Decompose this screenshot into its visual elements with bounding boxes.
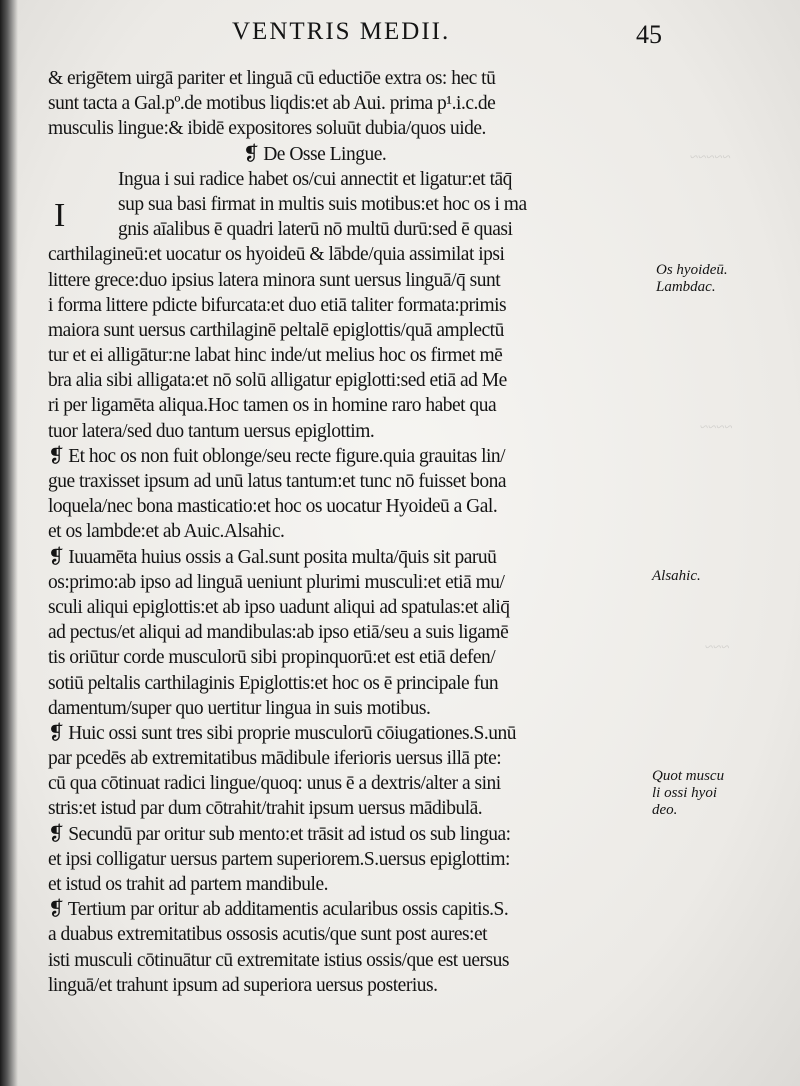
- margin-note-muscles: [652, 768, 724, 819]
- text-line: ri per ligamēta aliqua.Hoc tamen os in homine raro habet qua: [48, 395, 497, 417]
- text-line: ❡ Iuuamēta huius ossis a Gal.sunt posita multa/q̄uis sit paruū: [48, 546, 497, 568]
- show-through-mark: ~~~~: [700, 420, 733, 436]
- text-line: sculi aliqui epiglottis:et ab ipso uadunt aliqui ad spatulas:et aliq̄: [48, 596, 510, 618]
- text-line: et os lambde:et ab Auic.Alsahic.: [48, 521, 285, 543]
- drop-initial: I: [54, 197, 66, 234]
- text-line: tis oriūtur corde musculorū sibi propinquorū:et est etiā defen/: [48, 647, 496, 669]
- margin-note-line: deo.: [652, 802, 678, 818]
- text-line: sunt tacta a Gal.pº.de motibus liqdis:et ab Aui. prima p¹.i.c.de: [48, 93, 496, 115]
- text-line: sup sua basi firmat in multis suis motibus:et hoc os i ma: [118, 193, 527, 215]
- margin-note-line: Alsahic.: [652, 568, 701, 584]
- text-line: carthilagineū:et uocatur os hyoideū & lābde/quia assimilat ipsi: [48, 244, 505, 266]
- text-line: Ingua i sui radice habet os/cui annectit et ligatur:et tāq̄: [118, 168, 512, 190]
- text-line: et ipsi colligatur uersus partem superiorem.S.uersus epiglottim:: [48, 848, 510, 870]
- text-line: par pcedēs ab extremitatibus mādibule iferioris uersus illā pte:: [48, 748, 502, 770]
- text-line: cū qua cōtinuat radici lingue/quoq: unus ē a dextris/alter a sini: [48, 773, 501, 795]
- text-line: linguā/et trahunt ipsum ad superiora uersus posterius.: [48, 974, 438, 996]
- text-line: littere grece:duo ipsius latera minora sunt uersus linguā/q̄ sunt: [48, 269, 501, 291]
- margin-notes: [650, 0, 800, 1086]
- text-line: isti musculi cōtinuātur cū extremitate istius ossis/que est uersus: [48, 949, 509, 971]
- text-line: maiora sunt uersus carthilaginē peltalē epiglottis/quā amplectū: [48, 319, 504, 341]
- page-gutter-shadow: [0, 0, 18, 1086]
- text-line: gue traxisset ipsum ad unū latus tantum:et tunc nō fuisset bona: [48, 471, 507, 492]
- text-line: tuor latera/sed duo tantum uersus epiglottim.: [48, 420, 375, 442]
- text-line: ❡ Tertium par oritur ab additamentis acularibus ossis capitis.S.: [48, 899, 509, 921]
- page-number: 45: [636, 20, 662, 49]
- text-line: damentum/super quo uertitur lingua in suis motibus.: [48, 697, 431, 719]
- margin-note-line: Quot muscu: [652, 768, 725, 784]
- margin-note-line: li ossi hyoi: [652, 785, 718, 801]
- text-line: musculis lingue:& ibidē expositores soluūt dubia/quos uide.: [48, 118, 486, 140]
- text-line: & erigētem uirgā pariter et linguā cū eductiōe extra os: hec tū: [48, 68, 496, 89]
- section-title: ❡ De Osse Lingue.: [243, 143, 387, 165]
- text-line: bra alia sibi alligata:et nō solū alligatur epiglotti:sed etiā ad Me: [48, 370, 507, 392]
- text-line: ❡ Et hoc os non fuit oblonge/seu recte figure.quia grauitas lin/: [48, 445, 506, 467]
- margin-note-alsahic: [652, 568, 701, 585]
- text-line: loquela/nec bona masticatio:et hoc os uocatur Hyoideū a Gal.: [48, 496, 498, 518]
- text-line: ad pectus/et aliqui ad mandibulas:ab ipso etiā/seu a suis ligamē: [48, 622, 509, 644]
- margin-note-line: Os hyoideū.: [656, 262, 728, 278]
- margin-note-hyoid: [656, 262, 728, 296]
- text-line: ❡ Huic ossi sunt tres sibi proprie musculorū cōiugationes.S.unū: [48, 722, 516, 744]
- text-line: a duabus extremitatibus ossosis acutis/que sunt post aures:et: [48, 924, 488, 946]
- text-line: tur et ei alligātur:ne labat hinc inde/ut melius hoc os firmet mē: [48, 345, 503, 367]
- text-line: stris:et istud par dum cōtrahit/trahit ipsum uersus mādibulā.: [48, 798, 483, 820]
- margin-note-line: Lambdac.: [656, 279, 716, 295]
- main-text-column: [48, 66, 648, 998]
- text-line: et istud os trahit ad partem mandibule.: [48, 874, 328, 895]
- show-through-mark: ~~~: [705, 640, 730, 656]
- text-line: sotiū peltalis carthilaginis Epiglottis:et hoc os ē principale fun: [48, 672, 499, 694]
- text-line: gnis aīalibus ē quadri laterū nō multū durū:sed ē quasi: [118, 219, 513, 241]
- text-line: os:primo:ab ipso ad linguā ueniunt plurimi musculi:et etiā mu/: [48, 571, 505, 593]
- show-through-mark: ~~~~~: [690, 150, 731, 166]
- text-line: ❡ Secundū par oritur sub mento:et trāsit ad istud os sub lingua:: [48, 823, 511, 845]
- running-head: VENTRIS MEDII.: [232, 18, 451, 45]
- text-line: i forma littere pdicte bifurcata:et duo etiā taliter formata:primis: [48, 294, 507, 316]
